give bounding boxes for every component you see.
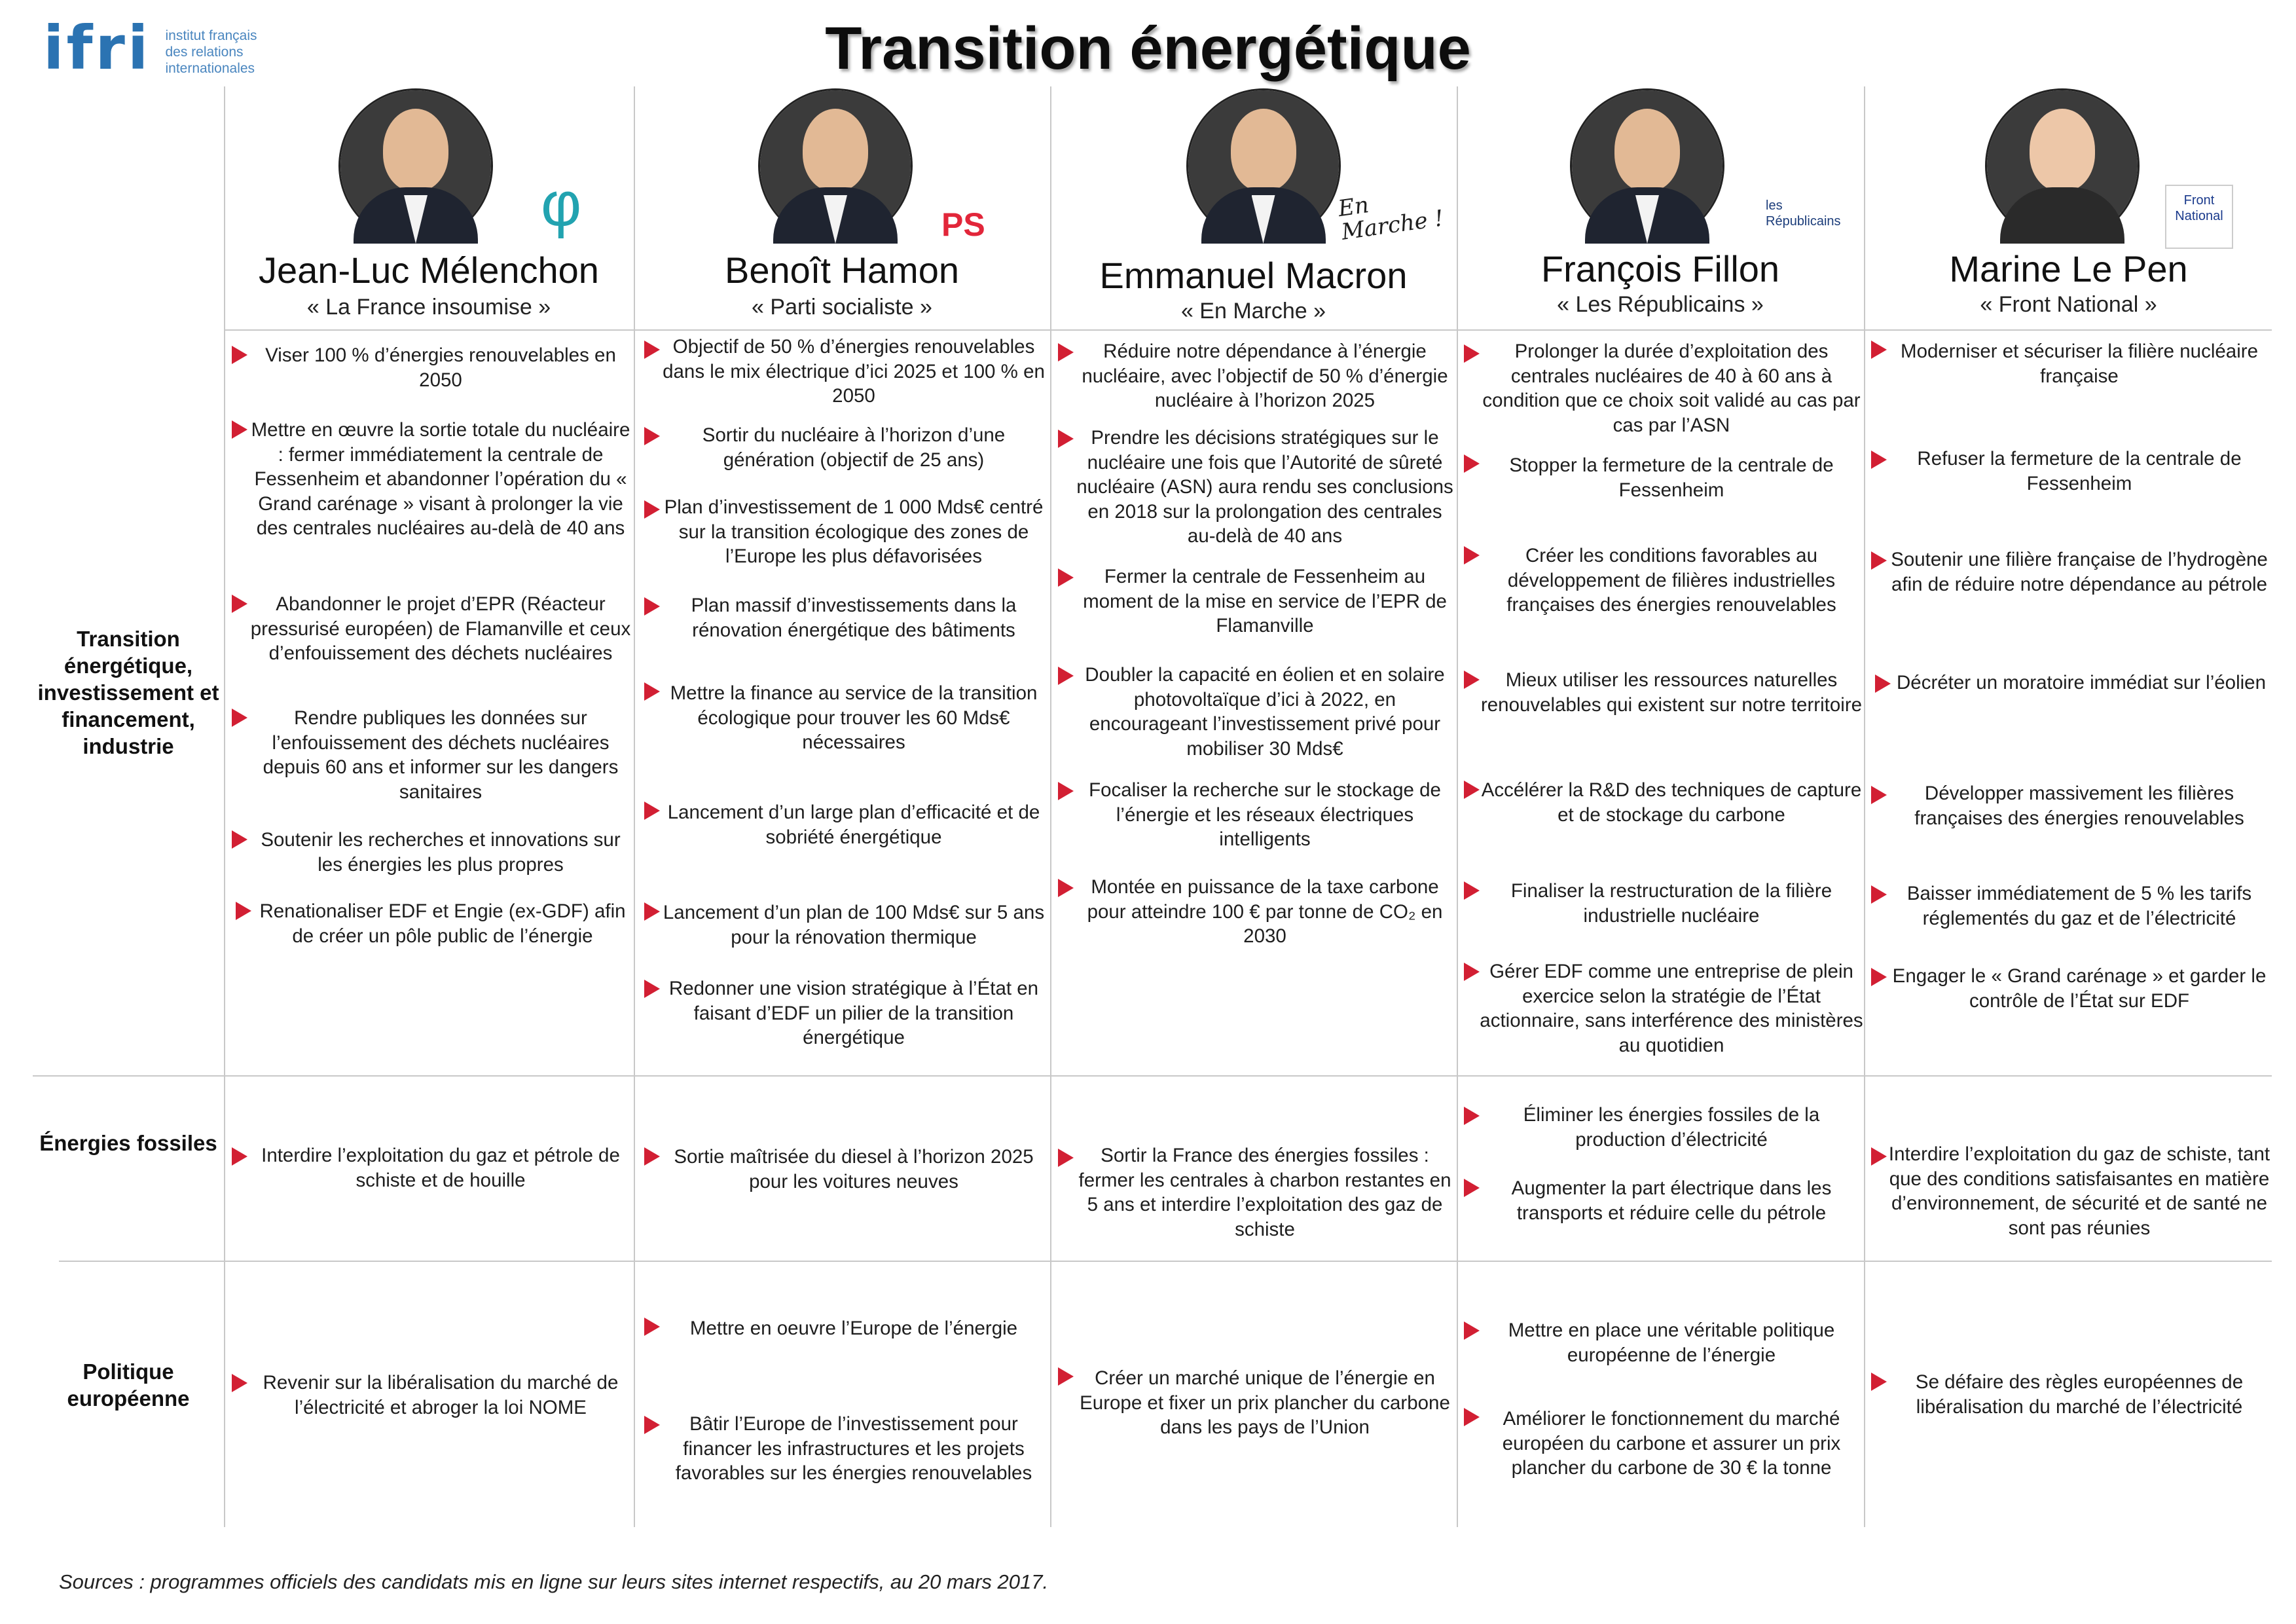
- proposal-item: Prendre les décisions stratégiques sur le nucléaire une fois que l’Autorité de sûreté nucléaire (ASN) aura rendu ses conclusions en 2018 sur la prolongation des centrales au-delà de 40 ans: [1076, 427, 1453, 547]
- candidate-header-le-pen: [1865, 86, 2272, 330]
- triangle-bullet-icon: [1058, 782, 1074, 800]
- triangle-bullet-icon: [644, 500, 660, 519]
- candidate-name: François Fillon: [1540, 248, 1780, 289]
- triangle-bullet-icon: [644, 597, 660, 616]
- grid-hline: [59, 1261, 2272, 1262]
- proposal-item: Sortie maîtrisée du diesel à l’horizon 2025 pour les voitures neuves: [674, 1146, 1034, 1192]
- page-title: Transition énergétique: [825, 15, 1471, 82]
- candidate-party: « La France insoumise »: [306, 295, 551, 320]
- triangle-bullet-icon: [644, 802, 660, 820]
- candidate-photo: [1987, 90, 2138, 241]
- triangle-bullet-icon: [232, 830, 247, 849]
- row-label-europe: Politique européenne: [67, 1359, 190, 1411]
- triangle-bullet-icon: [1871, 451, 1887, 469]
- triangle-bullet-icon: [232, 1374, 247, 1392]
- candidate-header-melenchon: [225, 86, 632, 330]
- candidate-photo: [340, 90, 491, 241]
- triangle-bullet-icon: [1058, 568, 1074, 587]
- candidate-party: « Les Républicains »: [1557, 292, 1764, 317]
- row-label-transition: Transition énergétique, investissement et financement, industrie: [37, 627, 219, 758]
- proposal-item: Mettre en place une véritable politique européenne de l’énergie: [1508, 1320, 1835, 1366]
- party-logo-fn: Front National: [2165, 185, 2233, 249]
- proposal-item: Abandonner le projet d’EPR (Réacteur pressurisé européen) de Flamanville et ceux d’enfouissement des déchets nucléaires: [250, 593, 631, 664]
- triangle-bullet-icon: [1875, 674, 1891, 693]
- proposal-item: Sortir du nucléaire à l’horizon d’une génération (objectif de 25 ans): [702, 424, 1006, 471]
- proposal-item: Moderniser et sécuriser la filière nucléaire française: [1901, 341, 2258, 387]
- row-label-fossiles: Énergies fossiles: [39, 1131, 217, 1155]
- proposal-item: Baisser immédiatement de 5 % les tarifs réglementés du gaz et de l’électricité: [1906, 883, 2252, 929]
- proposal-item: Mieux utiliser les ressources naturelles renouvelables qui existent sur notre territoire: [1480, 669, 1863, 716]
- triangle-bullet-icon: [1464, 1179, 1480, 1197]
- proposal-item: Mettre la finance au service de la transition écologique pour trouver les 60 Mds€ nécessaires: [670, 682, 1038, 753]
- triangle-bullet-icon: [1871, 1147, 1887, 1166]
- triangle-bullet-icon: [1058, 1367, 1074, 1386]
- proposal-item: Sortir la France des énergies fossiles : fermer les centrales à charbon restantes en 5 ans et interdire l’exploitation des gaz de schiste: [1078, 1145, 1451, 1240]
- triangle-bullet-icon: [1464, 1107, 1480, 1125]
- candidate-photo: [1188, 90, 1339, 241]
- triangle-bullet-icon: [1058, 1149, 1074, 1167]
- triangle-bullet-icon: [232, 346, 247, 364]
- proposal-item: Interdire l’exploitation du gaz de schiste, tant que des conditions satisfaisantes en matière d’environnement, de sécurité et de santé ne sont pas réunies: [1888, 1143, 2270, 1239]
- proposal-item: Prolonger la durée d’exploitation des centrales nucléaires de 40 à 60 ans à condition que ce choix soit validé au cas par cas par l’ASN: [1482, 341, 1861, 436]
- triangle-bullet-icon: [1871, 1373, 1887, 1391]
- proposal-item: Plan d’investissement de 1 000 Mds€ centré sur la transition écologique des zones de l’Europe les plus défavorisées: [664, 496, 1044, 567]
- proposal-item: Viser 100 % d’énergies renouvelables en 2050: [265, 344, 616, 391]
- proposal-item: Améliorer le fonctionnement du marché européen du carbone et assurer un prix plancher du carbone de 30 € la tonne: [1502, 1408, 1841, 1479]
- proposal-item: Revenir sur la libéralisation du marché de l’électricité et abroger la loi NOME: [263, 1372, 619, 1418]
- proposal-item: Refuser la fermeture de la centrale de Fessenheim: [1917, 448, 2242, 494]
- proposal-item: Engager le « Grand carénage » et garder le contrôle de l’État sur EDF: [1892, 965, 2267, 1012]
- ifri-logo-subtitle: institut français des relations internationales: [165, 28, 257, 76]
- proposal-item: Gérer EDF comme une entreprise de plein exercice selon la stratégie de l’État actionnaire, sans interférence des ministères au quotidien: [1480, 961, 1863, 1056]
- candidate-header-macron: [1051, 86, 1455, 330]
- proposal-item: Rendre publiques les données sur l’enfouissement des déchets nucléaires depuis 60 ans et informer sur les dangers sanitaires: [263, 707, 619, 803]
- proposal-item: Plan massif d’investissements dans la rénovation énergétique des bâtiments: [691, 595, 1017, 641]
- candidate-party: « Front National »: [1980, 292, 2157, 317]
- candidate-photo: [760, 90, 911, 241]
- proposal-item: Objectif de 50 % d’énergies renouvelables dans le mix électrique d’ici 2025 et 100 % en 2050: [663, 336, 1045, 407]
- triangle-bullet-icon: [1871, 968, 1887, 986]
- candidate-photo: [1572, 90, 1722, 241]
- triangle-bullet-icon: [644, 1416, 660, 1434]
- party-logo-en-marche: En Marche !: [1336, 192, 1446, 246]
- proposal-item: Focaliser la recherche sur le stockage de l’énergie et les réseaux électriques intelligents: [1089, 779, 1441, 850]
- proposal-item: Augmenter la part électrique dans les transports et réduire celle du pétrole: [1511, 1177, 1832, 1224]
- proposal-item: Soutenir une filière française de l’hydrogène afin de réduire notre dépendance au pétrole: [1891, 549, 2268, 595]
- triangle-bullet-icon: [232, 709, 247, 727]
- proposal-item: Créer les conditions favorables au développement de filières industrielles françaises des énergies renouvelables: [1506, 545, 1836, 616]
- candidate-party: « Parti socialiste »: [752, 295, 932, 320]
- triangle-bullet-icon: [1871, 341, 1887, 359]
- proposal-item: Soutenir les recherches et innovations sur les énergies les plus propres: [261, 829, 621, 876]
- triangle-bullet-icon: [644, 902, 660, 921]
- triangle-bullet-icon: [1464, 344, 1480, 363]
- proposal-item: Éliminer les énergies fossiles de la production d’électricité: [1523, 1104, 1820, 1151]
- proposal-item: Créer un marché unique de l’énergie en Europe et fixer un prix plancher du carbone dans les pays de l’Union: [1080, 1367, 1450, 1438]
- ifri-logo-mark: ifri: [43, 13, 151, 83]
- triangle-bullet-icon: [1871, 551, 1887, 570]
- triangle-bullet-icon: [232, 595, 247, 613]
- triangle-bullet-icon: [1058, 667, 1074, 685]
- triangle-bullet-icon: [236, 902, 251, 920]
- party-logo-lr: les Républicains: [1766, 198, 1841, 229]
- grid-hline: [33, 1075, 2272, 1077]
- proposal-item: Lancement d’un large plan d’efficacité et de sobriété énergétique: [667, 802, 1040, 848]
- triangle-bullet-icon: [644, 1147, 660, 1166]
- triangle-bullet-icon: [1058, 879, 1074, 897]
- triangle-bullet-icon: [1058, 343, 1074, 361]
- triangle-bullet-icon: [1464, 881, 1480, 900]
- proposal-item: Décréter un moratoire immédiat sur l’éolien: [1896, 672, 2266, 693]
- proposal-item: Renationaliser EDF et Engie (ex-GDF) afin de créer un pôle public de l’énergie: [259, 900, 626, 947]
- proposal-item: Mettre en oeuvre l’Europe de l’énergie: [689, 1318, 1018, 1339]
- triangle-bullet-icon: [1464, 546, 1480, 564]
- proposal-item: Bâtir l’Europe de l’investissement pour financer les infrastructures et les projets favorables sur les énergies renouvelables: [675, 1413, 1032, 1484]
- candidate-name: Emmanuel Macron: [1099, 255, 1408, 296]
- proposal-item: Accélérer la R&D des techniques de capture et de stockage du carbone: [1481, 779, 1862, 826]
- proposal-item: Doubler la capacité en éolien et en solaire photovoltaïque d’ici à 2022, en encourageant l’investissement privé pour mobiliser 30 Mds€: [1085, 664, 1445, 760]
- proposal-item: Interdire l’exploitation du gaz et pétrole de schiste et de houille: [261, 1145, 620, 1191]
- sources-note: Sources : programmes officiels des candidats mis en ligne sur leurs sites internet respectifs, au 20 mars 2017.: [59, 1570, 1049, 1593]
- triangle-bullet-icon: [1058, 430, 1074, 448]
- proposal-item: Lancement d’un plan de 100 Mds€ sur 5 ans pour la rénovation thermique: [663, 902, 1045, 948]
- proposal-item: Fermer la centrale de Fessenheim au moment de la mise en service de l’EPR de Flamanville: [1083, 566, 1447, 637]
- proposal-item: Montée en puissance de la taxe carbone pour atteindre 100 € par tonne de CO₂ en 2030: [1087, 876, 1443, 947]
- proposal-item: Mettre en œuvre la sortie totale du nucléaire : fermer immédiatement la centrale de Fessenheim et abandonner l’opération du « Grand carénage » visant à prolonger la vie des centrales nucléaires au-delà de 40 ans: [251, 419, 630, 539]
- triangle-bullet-icon: [644, 682, 660, 701]
- candidate-party: « En Marche »: [1180, 299, 1326, 323]
- triangle-bullet-icon: [644, 1318, 660, 1336]
- triangle-bullet-icon: [1464, 1321, 1480, 1340]
- candidate-header-fillon: [1458, 86, 1863, 330]
- candidate-name: Benoît Hamon: [725, 249, 959, 291]
- candidate-name: Marine Le Pen: [1949, 248, 2188, 289]
- triangle-bullet-icon: [232, 1147, 247, 1166]
- triangle-bullet-icon: [232, 420, 247, 439]
- party-logo-ps: PS: [941, 206, 985, 243]
- triangle-bullet-icon: [1464, 1408, 1480, 1426]
- triangle-bullet-icon: [1871, 885, 1887, 904]
- candidate-name: Jean-Luc Mélenchon: [259, 249, 599, 291]
- triangle-bullet-icon: [1464, 671, 1480, 689]
- proposal-item: Se défaire des règles européennes de libéralisation du marché de l’électricité: [1915, 1371, 2244, 1418]
- proposal-item: Finaliser la restructuration de la filière industrielle nucléaire: [1510, 880, 1832, 927]
- triangle-bullet-icon: [1464, 963, 1480, 981]
- proposal-item: Redonner une vision stratégique à l’État en faisant d’EDF un pilier de la transition énergétique: [668, 978, 1039, 1048]
- triangle-bullet-icon: [644, 980, 660, 998]
- proposal-item: Réduire notre dépendance à l’énergie nucléaire, avec l’objectif de 50 % d’énergie nucléaire à l’horizon 2025: [1082, 341, 1448, 411]
- proposal-item: Développer massivement les filières françaises des énergies renouvelables: [1914, 783, 2244, 829]
- proposal-item: Stopper la fermeture de la centrale de Fessenheim: [1509, 454, 1834, 501]
- triangle-bullet-icon: [1464, 454, 1480, 473]
- party-logo-lfi: φ: [541, 169, 582, 239]
- triangle-bullet-icon: [644, 427, 660, 445]
- triangle-bullet-icon: [644, 341, 660, 359]
- triangle-bullet-icon: [1871, 786, 1887, 804]
- candidate-header-hamon: [635, 86, 1049, 330]
- triangle-bullet-icon: [1464, 781, 1480, 799]
